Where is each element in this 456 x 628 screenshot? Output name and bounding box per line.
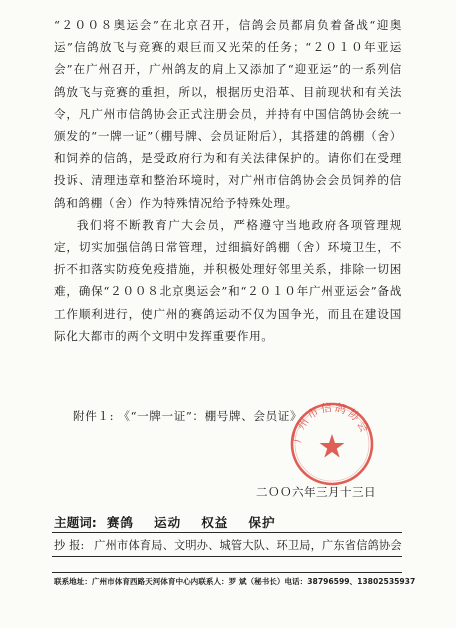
contact-person: 联系人：罗 斌（秘书长） — [198, 577, 285, 586]
divider — [52, 572, 402, 573]
contact-address: 联系地址：广州市体育西路天河体育中心内 — [54, 577, 199, 586]
seal-star-icon — [320, 434, 345, 458]
cc-line — [54, 537, 402, 553]
attachment-line — [73, 408, 302, 424]
keyword: 权益 — [201, 515, 229, 530]
divider — [52, 556, 402, 557]
attachment-title: 《“一牌一证”：棚号牌、会员证》 — [118, 409, 303, 423]
cc-recipients: 广州市体育局、文明办、城管大队、环卫局，广东省信鸽协会 — [94, 539, 402, 552]
keywords-line — [54, 512, 296, 531]
official-seal — [286, 398, 378, 490]
cc-label: 抄 报: — [54, 539, 85, 552]
signing-date: 二ＯＯ六年三月十三日 — [256, 485, 376, 499]
keyword: 保护 — [248, 515, 276, 530]
keywords-label: 主题词: — [54, 515, 97, 530]
keyword: 赛鸽 — [106, 515, 135, 530]
contact-line — [54, 576, 416, 587]
divider — [52, 532, 402, 533]
letter-body — [54, 14, 402, 347]
seal-stamp-icon — [286, 398, 378, 490]
paragraph-1: “２００８奥运会”在北京召开，信鸽会员都肩负着备战“迎奥运”信鸽放飞与竞赛的艰巨而又光荣的任务；“２０１０年亚运会”在广州召开，广州鸽友的肩上又添加了“迎亚运”的一系列信鸽放飞与竞赛的重担，所以，根据历史沿革、目前现状和有关法令，凡广州市信鸽协会正式注册会员，并持有中国信鸽协会统一颁发的“一牌一证”（棚号牌、会员证附后），其搭建的鸽棚（舍）和饲养的信鸽，是受政府行为和有关法律保护的。请你们在受理投诉、清理违章和整治环境时，对广州市信鸽协会会员饲养的信鸽和鸽棚（舍）作为特殊情况给予特殊处理。 — [54, 18, 402, 210]
attachment-label: 附件１: — [73, 409, 115, 423]
keyword: 运动 — [154, 515, 182, 530]
paragraph-2: 我们将不断教育广大会员，严格遵守当地政府各项管理规定，切实加强信鸽日常管理，过细搞好鸽棚（舍）环境卫生，不折不扣落实防疫免疫措施，并积极处理好邻里关系，排除一切困难，确保“２００８北京奥运会”和“２０１０年广州亚运会”备战工作顺利进行，使广州的赛鸽运动不仅为国争光，而且在建设国际化大都市的两个文明中发挥重要作用。 — [54, 217, 402, 343]
contact-phone: 电话：38796599、13802535937 — [284, 577, 416, 586]
seal-text: 广州市信鸽协会 — [290, 400, 372, 444]
